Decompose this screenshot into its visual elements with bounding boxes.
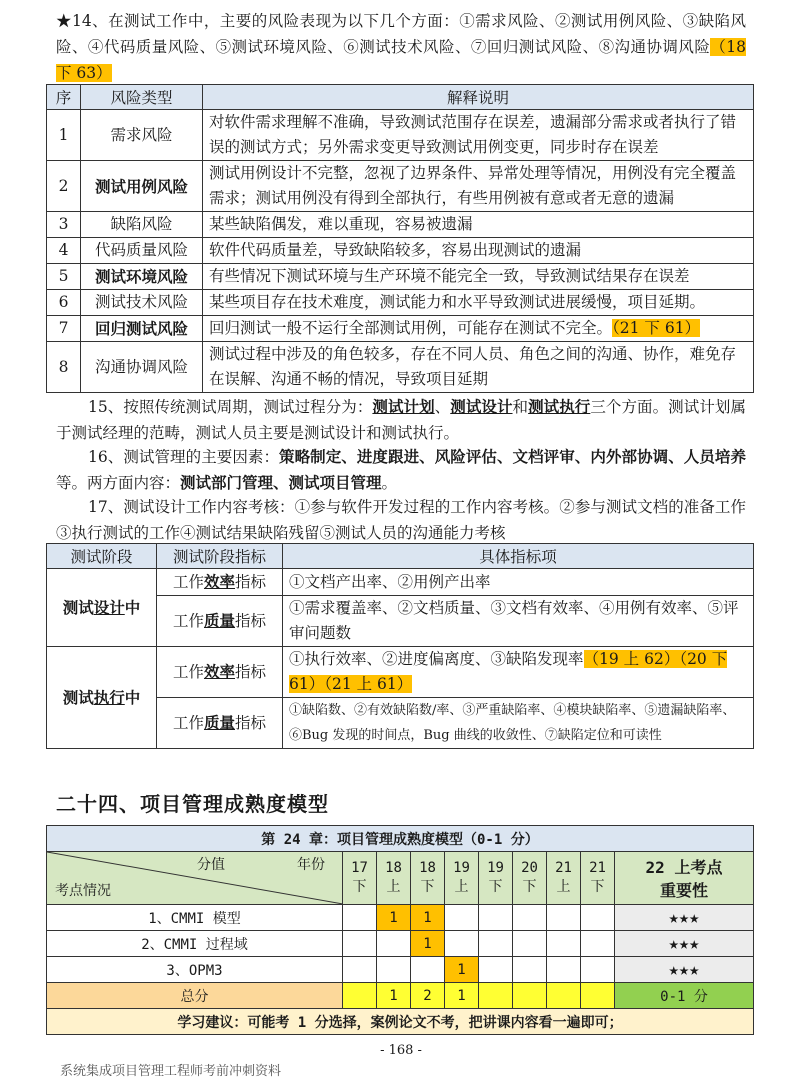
row-no: 7 (47, 316, 81, 342)
period-header: 21 上 (547, 852, 581, 905)
period-header: 18 上 (377, 852, 411, 905)
corner-score-label: 分值 (197, 857, 225, 873)
row-no: 8 (47, 342, 81, 393)
table-row (47, 647, 754, 698)
cmmi-title-row (47, 826, 754, 852)
indicator-quality: 工作质量指标 (157, 698, 283, 749)
header-stage: 测试阶段 (47, 544, 157, 569)
period-header: 21 下 (581, 852, 615, 905)
stage-design: 测试设计中 (47, 569, 157, 647)
exec-quality-items: ①缺陷数、②有效缺陷数/率、③严重缺陷率、④模块缺陷率、⑤遗漏缺陷率、⑥Bug 发现的时间点，Bug 曲线的收敛性、⑦缺陷定位和可读性 (283, 698, 754, 749)
corner-year-label: 年份 (297, 857, 325, 873)
row-type: 测试环境风险 (81, 264, 203, 290)
design-efficiency-items: ①文档产出率、②用例产出率 (283, 569, 754, 596)
indicator-quality: 工作质量指标 (157, 596, 283, 647)
cmmi-advice-row (47, 1009, 754, 1035)
cmmi-row-name: 2、CMMI 过程域 (47, 931, 343, 957)
row-desc: 某些项目存在技术难度，测试能力和水平导致测试进展缓慢，项目延期。 (203, 290, 754, 316)
row-type: 需求风险 (81, 110, 203, 161)
table-row (47, 342, 754, 393)
corner-cell (47, 852, 343, 905)
period-header: 20 下 (513, 852, 547, 905)
indicator-efficiency: 工作效率指标 (157, 647, 283, 698)
study-advice: 学习建议：可能考 1 分选择，案例论文不考，把讲课内容看一遍即可； (47, 1009, 754, 1035)
row-desc: 测试过程中涉及的角色较多，存在不同人员、角色之间的沟通、协作，难免存在误解、沟通不畅的情况，导致项目延期 (203, 342, 754, 393)
table-header-row (47, 544, 754, 569)
row-type: 沟通协调风险 (81, 342, 203, 393)
item-15-paragraph: 15、按照传统测试周期，测试过程分为：测试计划、测试设计和测试执行三个方面。测试计划属于测试经理的范畴，测试人员主要是测试设计和测试执行。 (56, 397, 746, 442)
item-16-paragraph: 16、测试管理的主要因素：策略制定、进度跟进、风险评估、文档评审、内外部协调、人员培养等。两方面内容：测试部门管理、测试项目管理。 (56, 447, 746, 492)
period-header: 17 下 (343, 852, 377, 905)
indicator-efficiency: 工作效率指标 (157, 569, 283, 596)
cmmi-row: 3、OPM3 1 ★★★ (47, 957, 754, 983)
importance-stars: ★★★ (615, 905, 754, 931)
cmmi-header-row (47, 852, 754, 905)
cmmi-row-name: 1、CMMI 模型 (47, 905, 343, 931)
importance-header: 22 上考点 重要性 (615, 852, 754, 905)
row-type: 测试技术风险 (81, 290, 203, 316)
row-desc: 测试用例设计不完整，忽视了边界条件、异常处理等情况，用例没有完全覆盖需求；测试用例没有得到全部执行，有些用例被有意或者无意的遗漏 (203, 161, 754, 212)
header-desc: 解释说明 (203, 85, 754, 110)
total-label: 总分 (47, 983, 343, 1009)
row-no: 5 (47, 264, 81, 290)
header-items: 具体指标项 (283, 544, 754, 569)
table-row (47, 316, 754, 342)
total-range: 0-1 分 (615, 983, 754, 1009)
period-header: 19 下 (479, 852, 513, 905)
table-row (47, 161, 754, 212)
exam-tag: （21 下 61） (612, 319, 701, 337)
exec-efficiency-items: ①执行效率、②进度偏离度、③缺陷发现率（19 上 62）（20 下 61）（21 上 61） (283, 647, 754, 698)
header-type: 风险类型 (81, 85, 203, 110)
table-row (47, 569, 754, 596)
row-desc: 有些情况下测试环境与生产环境不能完全一致，导致测试结果存在误差 (203, 264, 754, 290)
stage-execution: 测试执行中 (47, 647, 157, 749)
row-no: 4 (47, 238, 81, 264)
period-header: 19 上 (445, 852, 479, 905)
table-row (47, 264, 754, 290)
table-row (47, 238, 754, 264)
row-no: 2 (47, 161, 81, 212)
cmmi-total-row: 总分 1 2 1 0-1 分 (47, 983, 754, 1009)
design-quality-items: ①需求覆盖率、②文档质量、③文档有效率、④用例有效率、⑤评审问题数 (283, 596, 754, 647)
period-header: 18 下 (411, 852, 445, 905)
importance-stars: ★★★ (615, 957, 754, 983)
header-no: 序 (47, 85, 81, 110)
importance-stars: ★★★ (615, 931, 754, 957)
row-desc: 某些缺陷偶发，难以重现，容易被遗漏 (203, 212, 754, 238)
exam-tag: （18 下 63） (56, 38, 746, 82)
cmmi-row: 1、CMMI 模型 1 1 ★★★ (47, 905, 754, 931)
cmmi-row: 2、CMMI 过程域 1 ★★★ (47, 931, 754, 957)
item-14-paragraph: ★14、在测试工作中，主要的风险表现为以下几个方面：①需求风险、②测试用例风险、③缺陷风险、④代码质量风险、⑤测试环境风险、⑥测试技术风险、⑦回归测试风险、⑧沟通协调风险（18 下 63） (56, 12, 746, 82)
table-header-row (47, 85, 754, 110)
page-number: - 168 - (380, 1043, 422, 1058)
exam-tag: （19 上 62）（20 下 61）（21 上 61） (289, 650, 728, 693)
header-indicator: 测试阶段指标 (157, 544, 283, 569)
row-desc: 软件代码质量差，导致缺陷较多，容易出现测试的遗漏 (203, 238, 754, 264)
row-desc: 回归测试一般不运行全部测试用例，可能存在测试不完全。（21 下 61） (203, 316, 754, 342)
table-row (47, 212, 754, 238)
corner-item-label: 考点情况 (55, 883, 111, 899)
table-row (47, 110, 754, 161)
row-type: 代码质量风险 (81, 238, 203, 264)
row-no: 3 (47, 212, 81, 238)
item-17-paragraph: 17、测试设计工作内容考核：①参与软件开发过程的工作内容考核。②参与测试文档的准备工作③执行测试的工作④测试结果缺陷残留⑤测试人员的沟通能力考核 (56, 498, 746, 542)
risk-table (46, 84, 754, 393)
table-row (47, 290, 754, 316)
row-desc: 对软件需求理解不准确，导致测试范围存在误差，遗漏部分需求或者执行了错误的测试方式；另外需求变更导致测试用例变更，同步时存在误差 (203, 110, 754, 161)
row-no: 6 (47, 290, 81, 316)
cmmi-score-table (46, 825, 754, 1035)
cmmi-row-name: 3、OPM3 (47, 957, 343, 983)
footer-text: 系统集成项目管理工程师考前冲刺资料 (60, 1064, 282, 1079)
row-type: 测试用例风险 (81, 161, 203, 212)
row-type: 缺陷风险 (81, 212, 203, 238)
row-type: 回归测试风险 (81, 316, 203, 342)
row-no: 1 (47, 110, 81, 161)
metric-table (46, 543, 754, 749)
section-title: 二十四、项目管理成熟度模型 (56, 792, 329, 816)
cmmi-title: 第 24 章：项目管理成熟度模型（0-1 分） (47, 826, 754, 852)
